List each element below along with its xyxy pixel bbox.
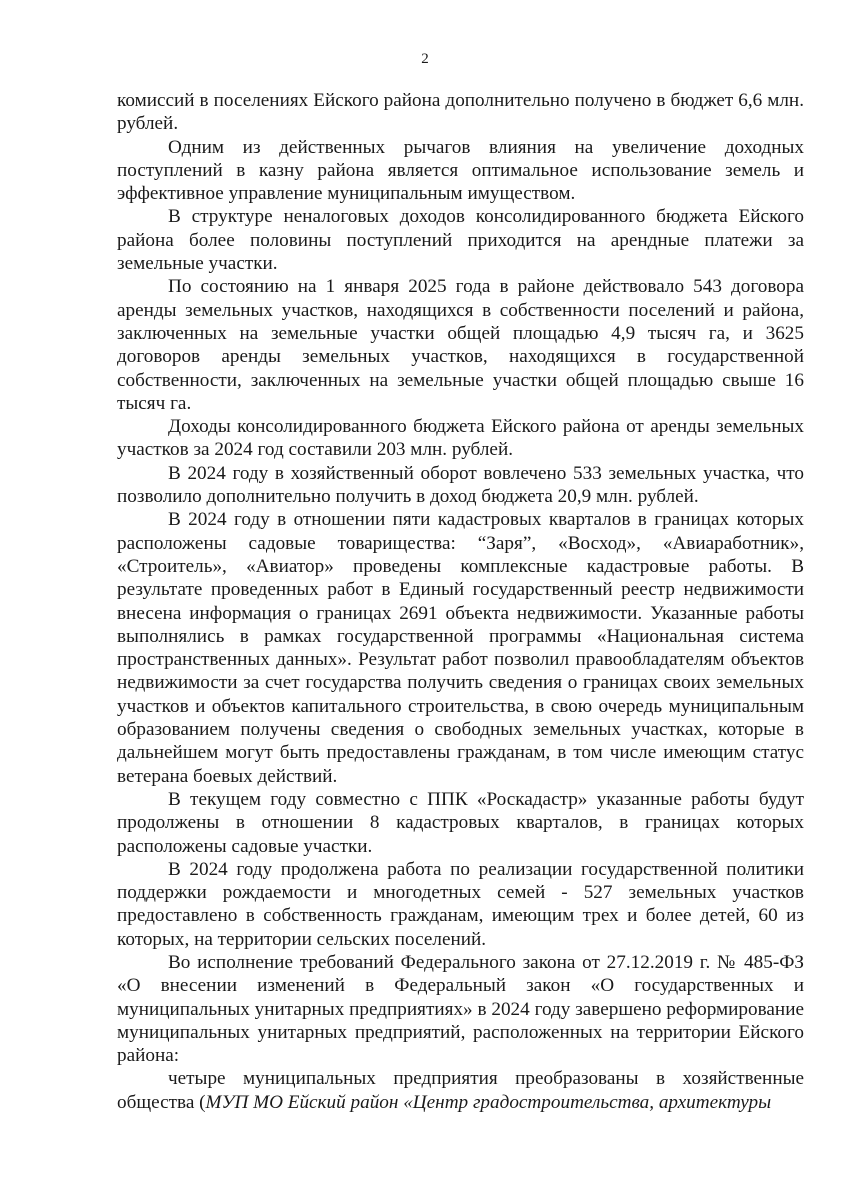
paragraph-6: В 2024 году в хозяйственный оборот вовлечено 533 земельных участка, что позволило дополнительно получить в доход бюджета 20,9 млн. рублей. <box>117 462 804 508</box>
paragraph-9: В 2024 году продолжена работа по реализации государственной политики поддержки рождаемости и многодетных семей - 527 земельных участков предоставлено в собственность гражданам, имеющим трех и более детей, 60 из которых, на территории сельских поселений. <box>117 858 804 950</box>
paragraph-4: По состоянию на 1 января 2025 года в районе действовало 543 договора аренды земельных участков, находящихся в собственности поселений и района, заключенных на земельные участки общей площадью 4,9 тысяч га, и 3625 договоров аренды земельных участков, находящихся в государственной собственности, заключенных на земельные участки общей площадью свыше 16 тысяч га. <box>117 276 804 414</box>
paragraph-7: В 2024 году в отношении пяти кадастровых кварталов в границах которых расположены садовые товарищества: “Заря”, «Восход», «Авиаработник», «Строитель», «Авиатор» проведены комплексные кадастровые работы. В результате проведенных работ в Единый государственный реестр недвижимости внесена информация о границах 2691 объекта недвижимости. Указанные работы выполнялись в рамках государственной программы «Национальная система пространственных данных». Результат работ позволил правообладателям объектов недвижимости за счет государства получить сведения о границах своих земельных участков и объектов капитального строительства, в свою очередь муниципальным образованием получены сведения о свободных земельных участках, которые в дальнейшем могут быть предоставлены гражданам, в том числе имеющим статус ветерана боевых действий. <box>117 509 804 787</box>
paragraph-2: Одним из действенных рычагов влияния на увеличение доходных поступлений в казну района является оптимальное использование земель и эффективное управление муниципальным имуществом. <box>117 136 804 205</box>
paragraph-5: Доходы консолидированного бюджета Ейского района от аренды земельных участков за 2024 год составили 203 млн. рублей. <box>117 416 804 461</box>
paragraph-1: комиссий в поселениях Ейского района дополнительно получено в бюджет 6,6 млн. рублей. <box>117 90 804 135</box>
paragraph-3: В структуре неналоговых доходов консолидированного бюджета Ейского района более половины поступлений приходится на арендные платежи за земельные участки. <box>117 206 804 275</box>
paragraph-11-italic: МУП МО Ейский район «Центр градостроительства, архитектуры <box>205 1091 772 1113</box>
paragraph-11-text: четыре муниципальных предприятия преобразованы в хозяйственные общества ( <box>117 1068 804 1113</box>
document-body <box>117 89 804 1114</box>
paragraph-10: Во исполнение требований Федерального закона от 27.12.2019 г. № 485-ФЗ «О внесении изменений в Федеральный закон «О государственных и муниципальных унитарных предприятиях» в 2024 году завершено реформирование муниципальных унитарных предприятий, расположенных на территории Ейского района: <box>117 951 804 1067</box>
paragraph-11 <box>117 1067 804 1114</box>
paragraph-8: В текущем году совместно с ППК «Роскадастр» указанные работы будут продолжены в отношении 8 кадастровых кварталов, в границах которых расположены садовые участки. <box>117 788 804 857</box>
page-number: 2 <box>421 51 429 67</box>
